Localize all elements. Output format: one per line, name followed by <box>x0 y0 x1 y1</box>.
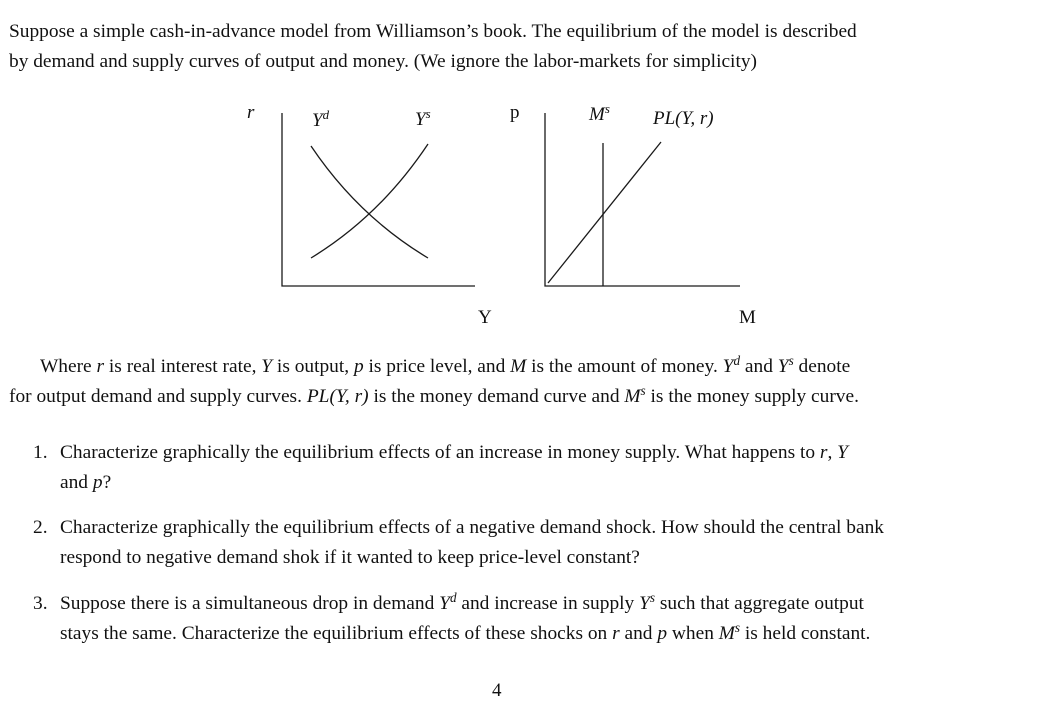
right-axes <box>545 113 740 286</box>
question-3-text: Suppose there is a simultaneous drop in demand $Y^d$ and increase in supply $Y^s$ such that aggregate output stays the same. Characterize the equilibrium effects of these shocks on r and p when $M^s$ is held constant. <box>60 589 871 644</box>
question-1-text: Characterize graphically the equilibrium effects of an increase in money supply. What happens to r, Y and p? <box>60 442 848 493</box>
definitions-paragraph <box>9 352 999 412</box>
left-axes <box>282 113 475 286</box>
question-2-text: Characterize graphically the equilibrium effects of a negative demand shock. How should the central bank respond to negative demand shok if it wanted to keep price-level constant? <box>60 517 884 568</box>
page-number: 4 <box>492 680 502 701</box>
left-y-axis-label: r <box>247 102 255 123</box>
supply-curve-label: $Y^s$ <box>415 105 431 130</box>
right-x-axis-label: M <box>739 307 756 328</box>
intro-line-1: Suppose a simple cash-in-advance model from Williamson’s book. The equilibrium of the model is described <box>9 21 857 42</box>
money-demand-label: PL(Y, r) <box>653 108 714 129</box>
demand-curve-label: $Y^d$ <box>312 106 330 131</box>
definitions-line-2: for output demand and supply curves. PL(Y, r) is the money demand curve and $M^s$ is the money supply curve. <box>9 382 859 407</box>
question-2-number: 2. <box>33 517 48 538</box>
supply-curve <box>311 144 428 258</box>
money-demand-line <box>548 142 661 283</box>
right-y-axis-label: p <box>510 102 520 123</box>
intro-line-2: by demand and supply curves of output and money. (We ignore the labor-markets for simplicity) <box>9 51 757 72</box>
figure-graphics <box>0 0 1064 340</box>
money-supply-label: $M^s$ <box>589 100 610 125</box>
question-1-number: 1. <box>33 442 48 463</box>
left-x-axis-label: Y <box>478 307 492 328</box>
definitions-line-1: Where r is real interest rate, Y is output, p is price level, and M is the amount of money. $Y^d$ and $Y^s$ denote <box>40 352 851 377</box>
demand-curve <box>311 146 428 258</box>
question-3-number: 3. <box>33 593 48 614</box>
